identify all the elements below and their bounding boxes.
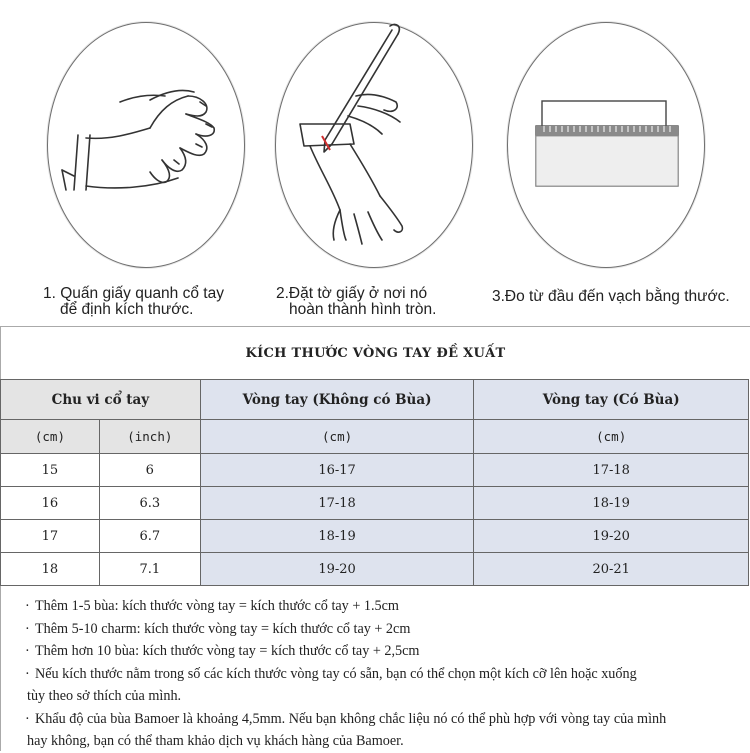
table-cell: 16 (1, 487, 100, 520)
table-row (1, 553, 749, 586)
table-cell: 17-18 (200, 487, 474, 520)
table-cell: 17 (1, 520, 100, 553)
unit-cell: (cm) (200, 420, 474, 454)
note-text: Khẩu độ của bùa Bamoer là khoảng 4,5mm. Nếu bạn không chắc liệu nó có thể phù hợp với vòng tay của mình (35, 710, 667, 727)
table-cell: 18-19 (200, 520, 474, 553)
note-text-continued: hay không, bạn có thể tham khảo dịch vụ khách hàng của Bamoer. (27, 733, 404, 749)
table-cell: 19-20 (200, 553, 474, 586)
note-text: Nếu kích thước nằm trong số các kích thước vòng tay có sẵn, bạn có thể chọn một kích cỡ lên hoặc xuống (35, 665, 637, 682)
note-text-continued: tùy theo sở thích của mình. (27, 688, 182, 704)
list-item (27, 595, 747, 618)
notes-list (27, 595, 747, 753)
header-wrist-circumference: Chu vi cổ tay (1, 380, 201, 420)
step-2-panel (250, 0, 500, 320)
bullet-icon: · (25, 620, 30, 637)
step-2-caption-line-1: 2.Đặt tờ giấy ở nơi nó (276, 285, 428, 302)
table-cell: 6 (99, 454, 200, 487)
table-cell: 16-17 (200, 454, 474, 487)
step-3-caption: 3.Đo từ đầu đến vạch bằng thước. (492, 288, 730, 305)
header-row (1, 380, 749, 420)
table-cell: 6.7 (99, 520, 200, 553)
step-1-panel (0, 0, 250, 320)
bullet-icon: · (25, 598, 30, 614)
table-cell: 6.3 (99, 487, 200, 520)
note-text: Thêm hơn 10 bùa: kích thước vòng tay = kích thước cổ tay + 2,5cm (35, 643, 420, 659)
table-cell: 20-21 (474, 553, 749, 586)
list-item (27, 618, 747, 641)
hand-wrap-paper-icon (0, 0, 250, 320)
unit-cell: (cm) (1, 420, 100, 454)
list-item (27, 640, 747, 663)
hand-mark-pen-icon (250, 0, 500, 320)
bullet-icon: · (25, 710, 30, 727)
size-guide-sheet (0, 326, 750, 751)
step-3-panel (492, 0, 750, 320)
note-text: Thêm 1-5 bùa: kích thước vòng tay = kích thước cổ tay + 1.5cm (35, 598, 399, 614)
table-cell: 18-19 (474, 487, 749, 520)
table-cell: 19-20 (474, 520, 749, 553)
header-bracelet-no-charm: Vòng tay (Không có Bùa) (200, 380, 474, 420)
unit-row (1, 420, 749, 454)
unit-cell: (cm) (474, 420, 749, 454)
table-row (1, 520, 749, 553)
step-1-caption-line-1: 1. Quấn giấy quanh cổ tay (43, 285, 224, 302)
table-cell: 15 (1, 454, 100, 487)
table-row (1, 487, 749, 520)
table-cell: 7.1 (99, 553, 200, 586)
list-item (27, 708, 747, 753)
table-title: KÍCH THƯỚC VÒNG TAY ĐỀ XUẤT (245, 345, 506, 361)
table-row (1, 454, 749, 487)
table-cell: 18 (1, 553, 100, 586)
bullet-icon: · (25, 665, 30, 682)
bullet-icon: · (25, 643, 30, 659)
unit-cell: (inch) (99, 420, 200, 454)
list-item (27, 663, 747, 708)
step-2-caption-line-2: hoàn thành hình tròn. (289, 301, 437, 318)
size-table (0, 379, 749, 586)
step-1-caption-line-2: để định kích thước. (60, 301, 194, 318)
header-bracelet-with-charm: Vòng tay (Có Bùa) (474, 380, 749, 420)
ruler-measure-icon (500, 0, 750, 320)
table-cell: 17-18 (474, 454, 749, 487)
note-text: Thêm 5-10 charm: kích thước vòng tay = kích thước cổ tay + 2cm (35, 620, 411, 637)
